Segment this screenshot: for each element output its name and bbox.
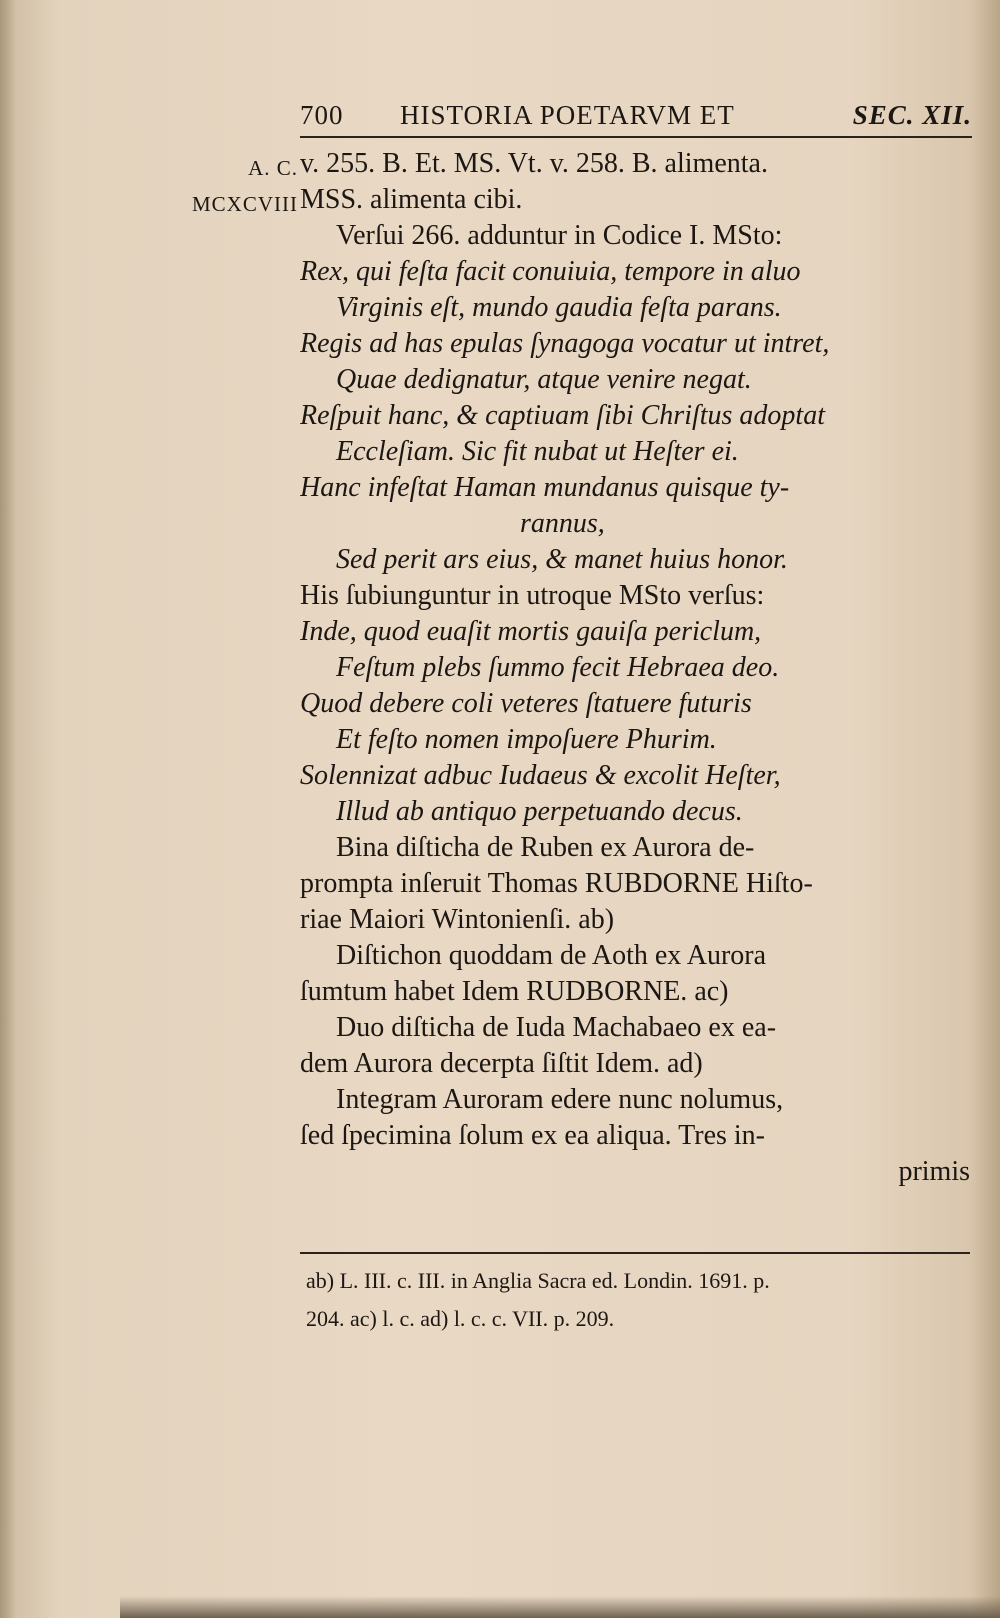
page-number: 700	[300, 100, 344, 130]
text-line: His ſubiunguntur in utroque MSto verſus:	[300, 580, 765, 611]
header-rule	[300, 136, 972, 138]
text-span: Hiſto-	[738, 868, 813, 899]
margin-year: MCXCVIII	[192, 192, 298, 216]
catchword: primis	[898, 1156, 970, 1187]
text-line: Diſtichon quoddam de Aoth ex Aurora	[336, 940, 767, 971]
verse-line: Et feſto nomen impoſuere Phurim.	[336, 724, 717, 755]
text-line: Duo diſticha de Iuda Machabaeo ex ea-	[336, 1012, 777, 1043]
verse-line: Reſpuit hanc, & captiuam ſibi Chriſtus adoptat	[300, 400, 825, 431]
section-label: SEC. XII.	[852, 100, 972, 130]
text-line: ſed ſpecimina ſolum ex ea aliqua. Tres in-	[300, 1120, 766, 1151]
author-name: RUDBORNE.	[526, 976, 688, 1007]
verse-line: Quod debere coli veteres ſtatuere futuris	[300, 688, 752, 719]
margin-anno-christi: A. C.	[248, 156, 298, 180]
verse-line: Virginis eſt, mundo gaudia feſta parans.	[336, 292, 782, 323]
verse-line: Feſtum plebs ſummo fecit Hebraea deo.	[336, 652, 780, 683]
verse-line: rannus,	[520, 508, 605, 539]
verse-line: Quae dedignatur, atque venire negat.	[336, 364, 752, 395]
footnote-line: 204. ac) l. c. ad) l. c. c. VII. p. 209.	[306, 1306, 615, 1331]
verse-line: Inde, quod euaſit mortis gauiſa periclum,	[300, 616, 762, 647]
verse-line: Rex, qui feſta facit conuiuia, tempore in aluo	[300, 256, 801, 287]
verse-line: Illud ab antiquo perpetuando decus.	[336, 796, 743, 827]
verse-line: Sed perit ars eius, & manet huius honor.	[336, 544, 788, 575]
text-line: dem Aurora decerpta ſiſtit Idem. ad)	[300, 1048, 703, 1079]
author-name: RUBDORNE	[584, 868, 739, 899]
verse-line: Eccleſiam. Sic fit nubat ut Heſter ei.	[336, 436, 739, 467]
page-binding-edge	[0, 0, 16, 1618]
verse-line: Solennizat adbuc Iudaeus & excolit Heſter,	[300, 760, 781, 791]
verse-line: Hanc infeſtat Haman mundanus quisque ty-	[300, 472, 790, 503]
text-span: ſumtum habet Idem	[300, 976, 527, 1007]
text-line: Bina diſticha de Ruben ex Aurora de-	[336, 832, 755, 863]
footnote-line: ab) L. III. c. III. in Anglia Sacra ed. Londin. 1691. p.	[306, 1268, 770, 1293]
text-line: Verſui 266. adduntur in Codice I. MSto:	[336, 220, 783, 251]
text-span: ac)	[687, 976, 729, 1007]
text-span: prompta inſeruit Thomas	[300, 868, 585, 899]
text-line: Integram Auroram edere nunc nolumus,	[336, 1084, 784, 1115]
page-bottom-shadow	[120, 1596, 1000, 1618]
footnote-rule	[300, 1252, 970, 1254]
text-line: v. 255. B. Et. MS. Vt. v. 258. B. alimenta.	[300, 148, 768, 179]
text-line	[300, 866, 970, 902]
main-text	[300, 146, 970, 1190]
margin-date-note	[176, 150, 298, 222]
text-line: riae Maiori Wintonienſi. ab)	[300, 904, 615, 935]
running-title: HISTORIA POETARVM ET	[400, 100, 735, 130]
text-line: MSS. alimenta cibi.	[300, 184, 523, 215]
running-header	[300, 100, 972, 136]
text-line	[300, 974, 970, 1010]
footnotes	[306, 1262, 972, 1338]
verse-line: Regis ad has epulas ſynagoga vocatur ut intret,	[300, 328, 830, 359]
